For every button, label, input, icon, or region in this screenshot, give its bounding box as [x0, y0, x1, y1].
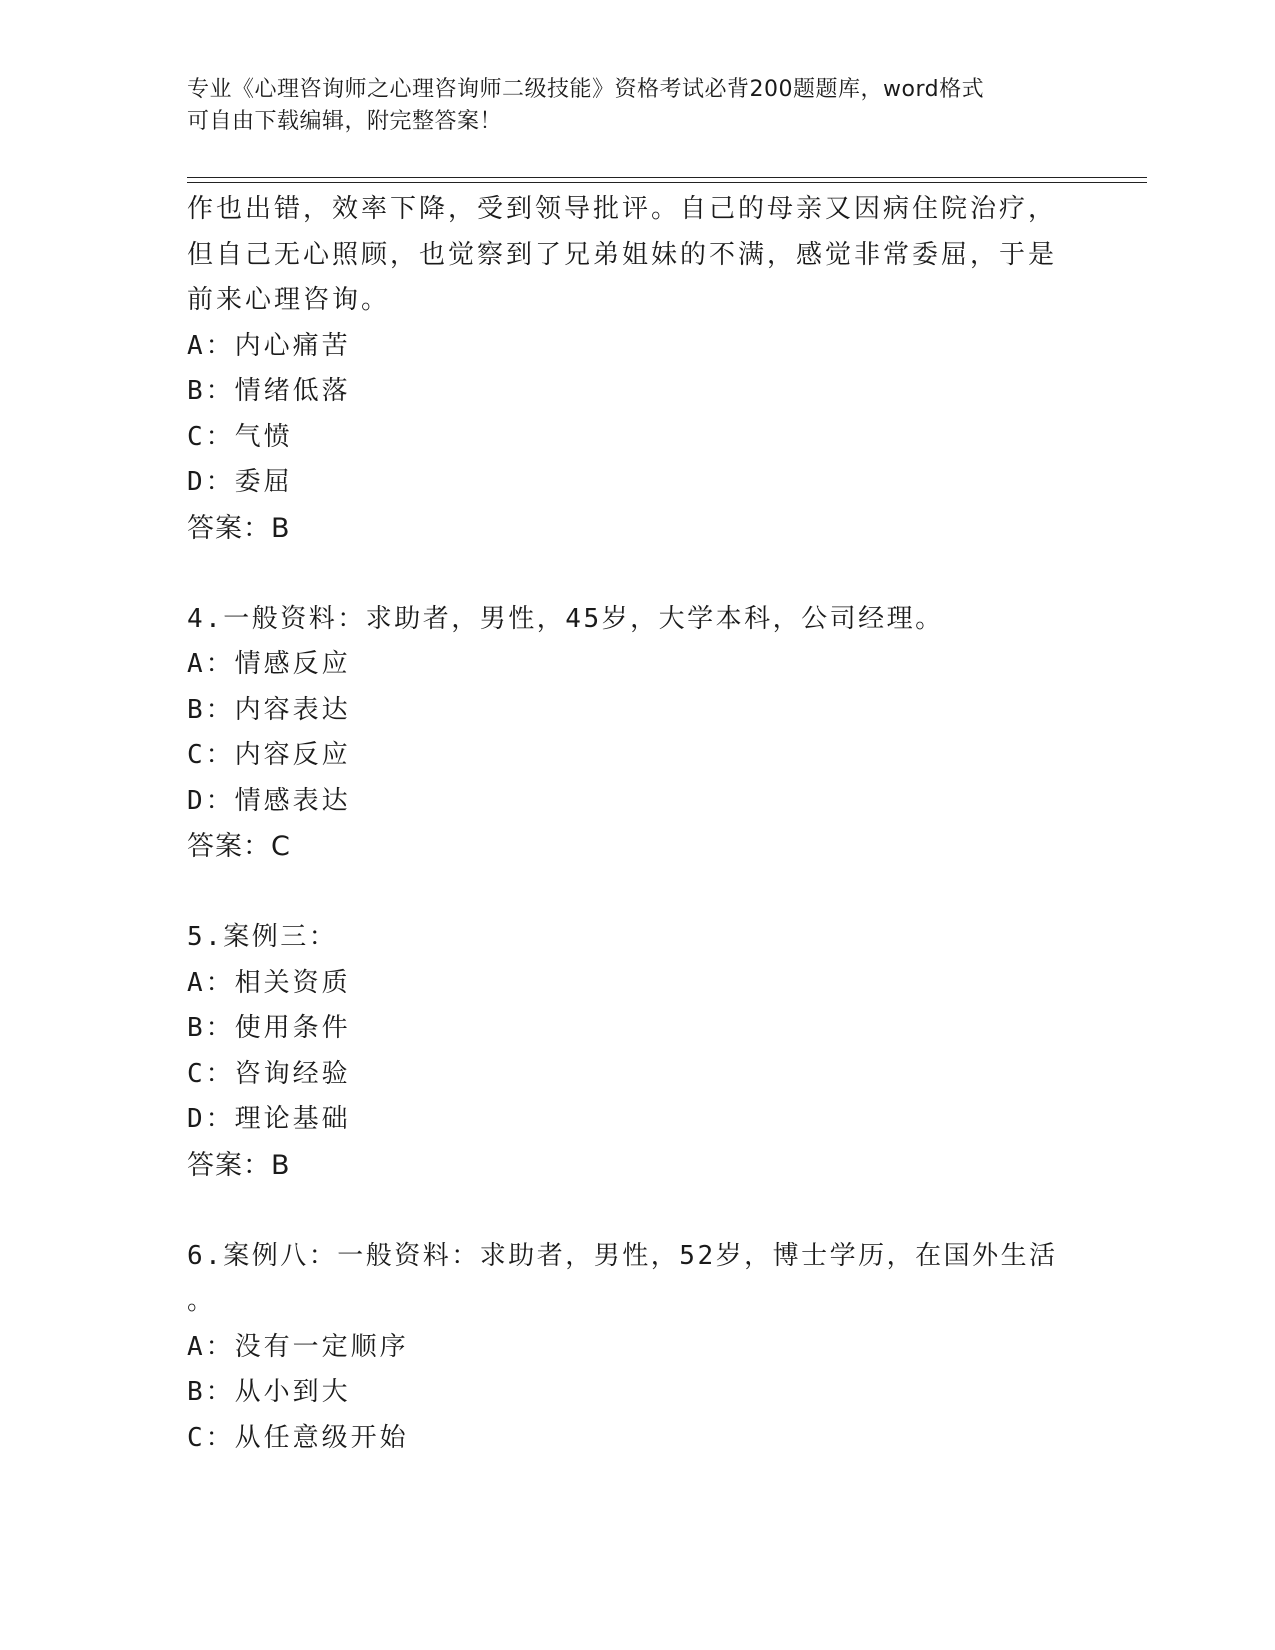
question-stem-line: 作也出错，效率下降，受到领导批评。自己的母亲又因病住院治疗，: [187, 194, 1058, 224]
header-line-2: 可自由下载编辑，附完整答案！: [187, 109, 503, 134]
question-spacer: [187, 551, 1087, 597]
header-divider-top: [187, 177, 1147, 178]
question-list: [187, 187, 1087, 1461]
option-b: B：内容表达: [187, 694, 351, 725]
option-d: D：情感表达: [187, 785, 351, 816]
question-stem-line: 但自己无心照顾，也觉察到了兄弟姐妹的不满，感觉非常委屈，于是: [187, 239, 1058, 270]
question-stem-line: 。: [187, 1286, 216, 1316]
option-c: C：咨询经验: [187, 1058, 351, 1089]
question-spacer: [187, 1188, 1087, 1234]
option-a: A：没有一定顺序: [187, 1331, 409, 1362]
question-stem-line: 前来心理咨询。: [187, 285, 391, 315]
option-a: A：内心痛苦: [187, 330, 351, 361]
option-b: B：使用条件: [187, 1013, 351, 1043]
option-c: C：气愤: [187, 421, 293, 452]
question-5: [187, 915, 1087, 1188]
question-4: [187, 597, 1087, 870]
header-divider-bottom: [187, 182, 1147, 183]
question-stem-line: 5.案例三：: [187, 922, 338, 952]
question-3: [187, 187, 1087, 551]
answer-line: 答案：B: [187, 1149, 291, 1181]
answer-line: 答案：C: [187, 831, 291, 862]
question-stem-line: 4.一般资料：求助者，男性，45岁，大学本科，公司经理。: [187, 603, 944, 634]
option-c: C：从任意级开始: [187, 1422, 409, 1453]
header-line-1: 专业《心理咨询师之心理咨询师二级技能》资格考试必背200题题库，word格式: [187, 77, 985, 102]
question-stem-line: 6.案例八：一般资料：求助者，男性，52岁，博士学历，在国外生活: [187, 1240, 1058, 1271]
option-a: A：情感反应: [187, 649, 351, 679]
option-a: A：相关资质: [187, 967, 351, 998]
question-spacer: [187, 870, 1087, 916]
option-b: B：情绪低落: [187, 376, 351, 406]
question-6: [187, 1234, 1087, 1462]
answer-line: 答案：B: [187, 512, 291, 544]
option-d: D：理论基础: [187, 1104, 351, 1134]
document-header: [187, 74, 1067, 138]
option-b: B：从小到大: [187, 1377, 351, 1407]
option-c: C：内容反应: [187, 740, 351, 770]
option-d: D：委屈: [187, 467, 293, 497]
